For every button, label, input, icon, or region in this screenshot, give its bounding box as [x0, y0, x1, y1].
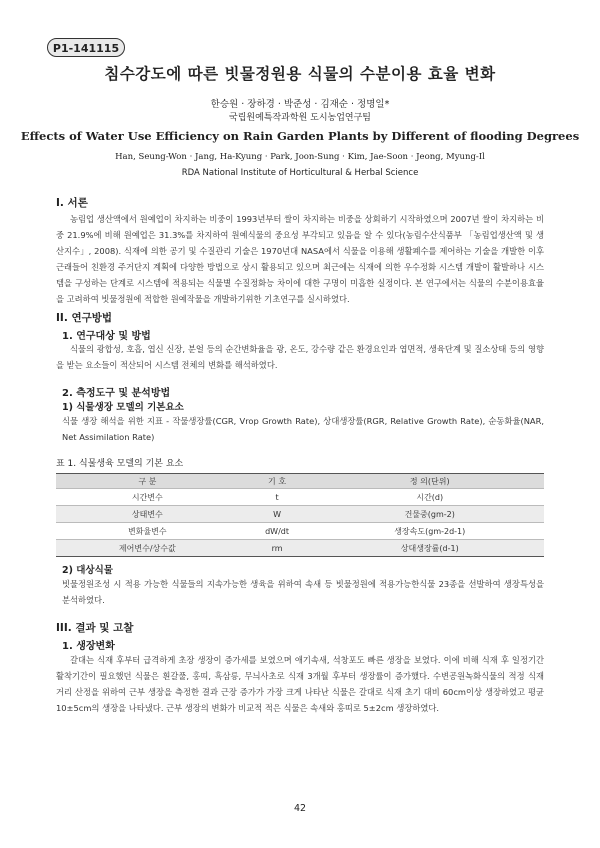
table-cell: 상태변수: [56, 506, 239, 523]
korean-authors: 한승원 · 장하경 · 박준성 · 김재순 · 정명일*: [210, 99, 390, 110]
growth-model-table: [56, 473, 544, 557]
table-header-cell: 기 호: [239, 474, 316, 489]
growth-model-paragraph: 식물 생장 해석을 위한 지표 - 작물생장률(CGR, Vrop Growth Rate), 상대생장률(RGR, Relative Growth Rate), 순동화율(NAR, Net Assimilation Rate): [62, 416, 544, 442]
table-cell: W: [239, 506, 316, 523]
table-row: [56, 523, 544, 540]
table-cell: 건물중(gm-2): [315, 506, 544, 523]
subjects-paragraph: 식물의 광합성, 호흡, 엽신 신장, 분얼 등의 순간변화율을 광, 온도, 강수량 같은 환경요인과 엽면적, 생육단계 및 질소상태 등의 영향을 받는 요소들이 적산되어 시스템 전체의 변화를 해석하였다.: [56, 344, 544, 370]
table-cell: 제어변수/상수값: [56, 540, 239, 557]
table-header-cell: 구 분: [56, 474, 239, 489]
growth-change-paragraph: 갈대는 식재 후부터 급격하게 초장 생장이 증가세를 보였으며 애기속새, 석창포도 빠른 생장을 보였다. 이에 비해 식재 후 일정기간 활착기간이 필요했던 식물은 흰갈풀, 홍띠, 흑삼릉, 무늬사초로 식재 3개월 후부터 생장률이 증가했다. 수변공원녹화식물의 적정 식재 거리 산정을 위하여 근부 생장을 측정한 결과 근장 증가가 가장 크게 나타난 식물은 갈대로 식재 초기 대비 60cm이상 생장하였고 평균 10±5cm의 생장을 나타냈다. 근부 생장의 변화가 비교적 적은 식물은 속새와 홍띠로 5±2cm 생장하였다.: [56, 655, 544, 713]
english-authors: Han, Seung-Won · Jang, Ha-Kyung · Park, Joon-Sung · Kim, Jae-Soon · Jeong, Myung-Il: [115, 152, 485, 162]
subsection-heading-subjects: 1. 연구대상 및 방법: [62, 331, 151, 342]
table-header-row: [56, 474, 544, 489]
table-cell: 시간변수: [56, 489, 239, 506]
section-heading-introduction: I. 서론: [56, 197, 88, 209]
table-caption: 표 1. 식물생육 모델의 기본 요소: [56, 459, 184, 469]
table-cell: rm: [239, 540, 316, 557]
item-heading-growth-model: 1) 식물생장 모델의 기본요소: [62, 402, 184, 413]
item-heading-target-plants: 2) 대상식물: [62, 565, 113, 576]
table-cell: 변화율변수: [56, 523, 239, 540]
table-row: [56, 506, 544, 523]
poster-id-badge: P1-141115: [47, 38, 125, 57]
table-cell: 시간(d): [315, 489, 544, 506]
target-plants-paragraph: 빗물정원조성 시 적용 가능한 식물들의 지속가능한 생육을 위하여 속새 등 빗물정원에 적용가능한식물 23종을 선발하여 생장특성을 분석하였다.: [62, 579, 544, 605]
table-cell: 상대생장률(d-1): [315, 540, 544, 557]
table-row: [56, 540, 544, 557]
subsection-heading-growth-change: 1. 생장변화: [62, 641, 115, 652]
korean-institution: 국립원예특작과학원 도시농업연구팀: [229, 113, 371, 123]
table-row: [56, 489, 544, 506]
table-cell: dW/dt: [239, 523, 316, 540]
table-header-cell: 정 의(단위): [315, 474, 544, 489]
section-heading-results: III. 결과 및 고찰: [56, 622, 134, 634]
subsection-heading-tools: 2. 측정도구 및 분석방법: [62, 388, 171, 399]
english-institution: RDA National Institute of Horticultural & Herbal Science: [181, 168, 419, 178]
section-heading-methods: II. 연구방법: [56, 312, 113, 324]
page-number: 42: [293, 803, 307, 814]
table-cell: t: [239, 489, 316, 506]
korean-title: 침수강도에 따른 빗물정원용 식물의 수분이용 효율 변화: [104, 65, 496, 83]
introduction-paragraph: 농림업 생산액에서 원예업이 차지하는 비중이 1993년부터 쌀이 차지하는 비중을 상회하기 시작하였으며 2007년 쌀이 차지하는 비중 21.9%에 비해 원예업은 31.3%를 차지하여 원예식물의 중요성 부각되고 있음을 알 수 있다(농림수산식품부 「농림업생산액 및 생산지수」, 2008). 식재에 의한 공기 및 수질관리 기술은 1970년대 NASA에서 식물을 이용해 생활폐수를 제어하는 기술을 개발한 이후 근래들어 친환경 주거단지 계획에 다양한 방법으로 상시 활용되고 있으며 최근에는 식재에 의한 우수정화 시스템 개발이 활발하나 시스템을 구성하는 단계로 시스템에 적용되는 식물별 수질정화능 차이에 대한 구명이 미흡한 실정이다. 본 연구에서는 식물의 수분이용효율을 고려하여 빗물정원에 적합한 원예작물을 개발하기위한 기초연구를 실시하였다.: [56, 214, 544, 304]
table-cell: 생장속도(gm-2d-1): [315, 523, 544, 540]
english-title: Effects of Water Use Efficiency on Rain Garden Plants by Different of flooding Degrees: [20, 129, 580, 143]
